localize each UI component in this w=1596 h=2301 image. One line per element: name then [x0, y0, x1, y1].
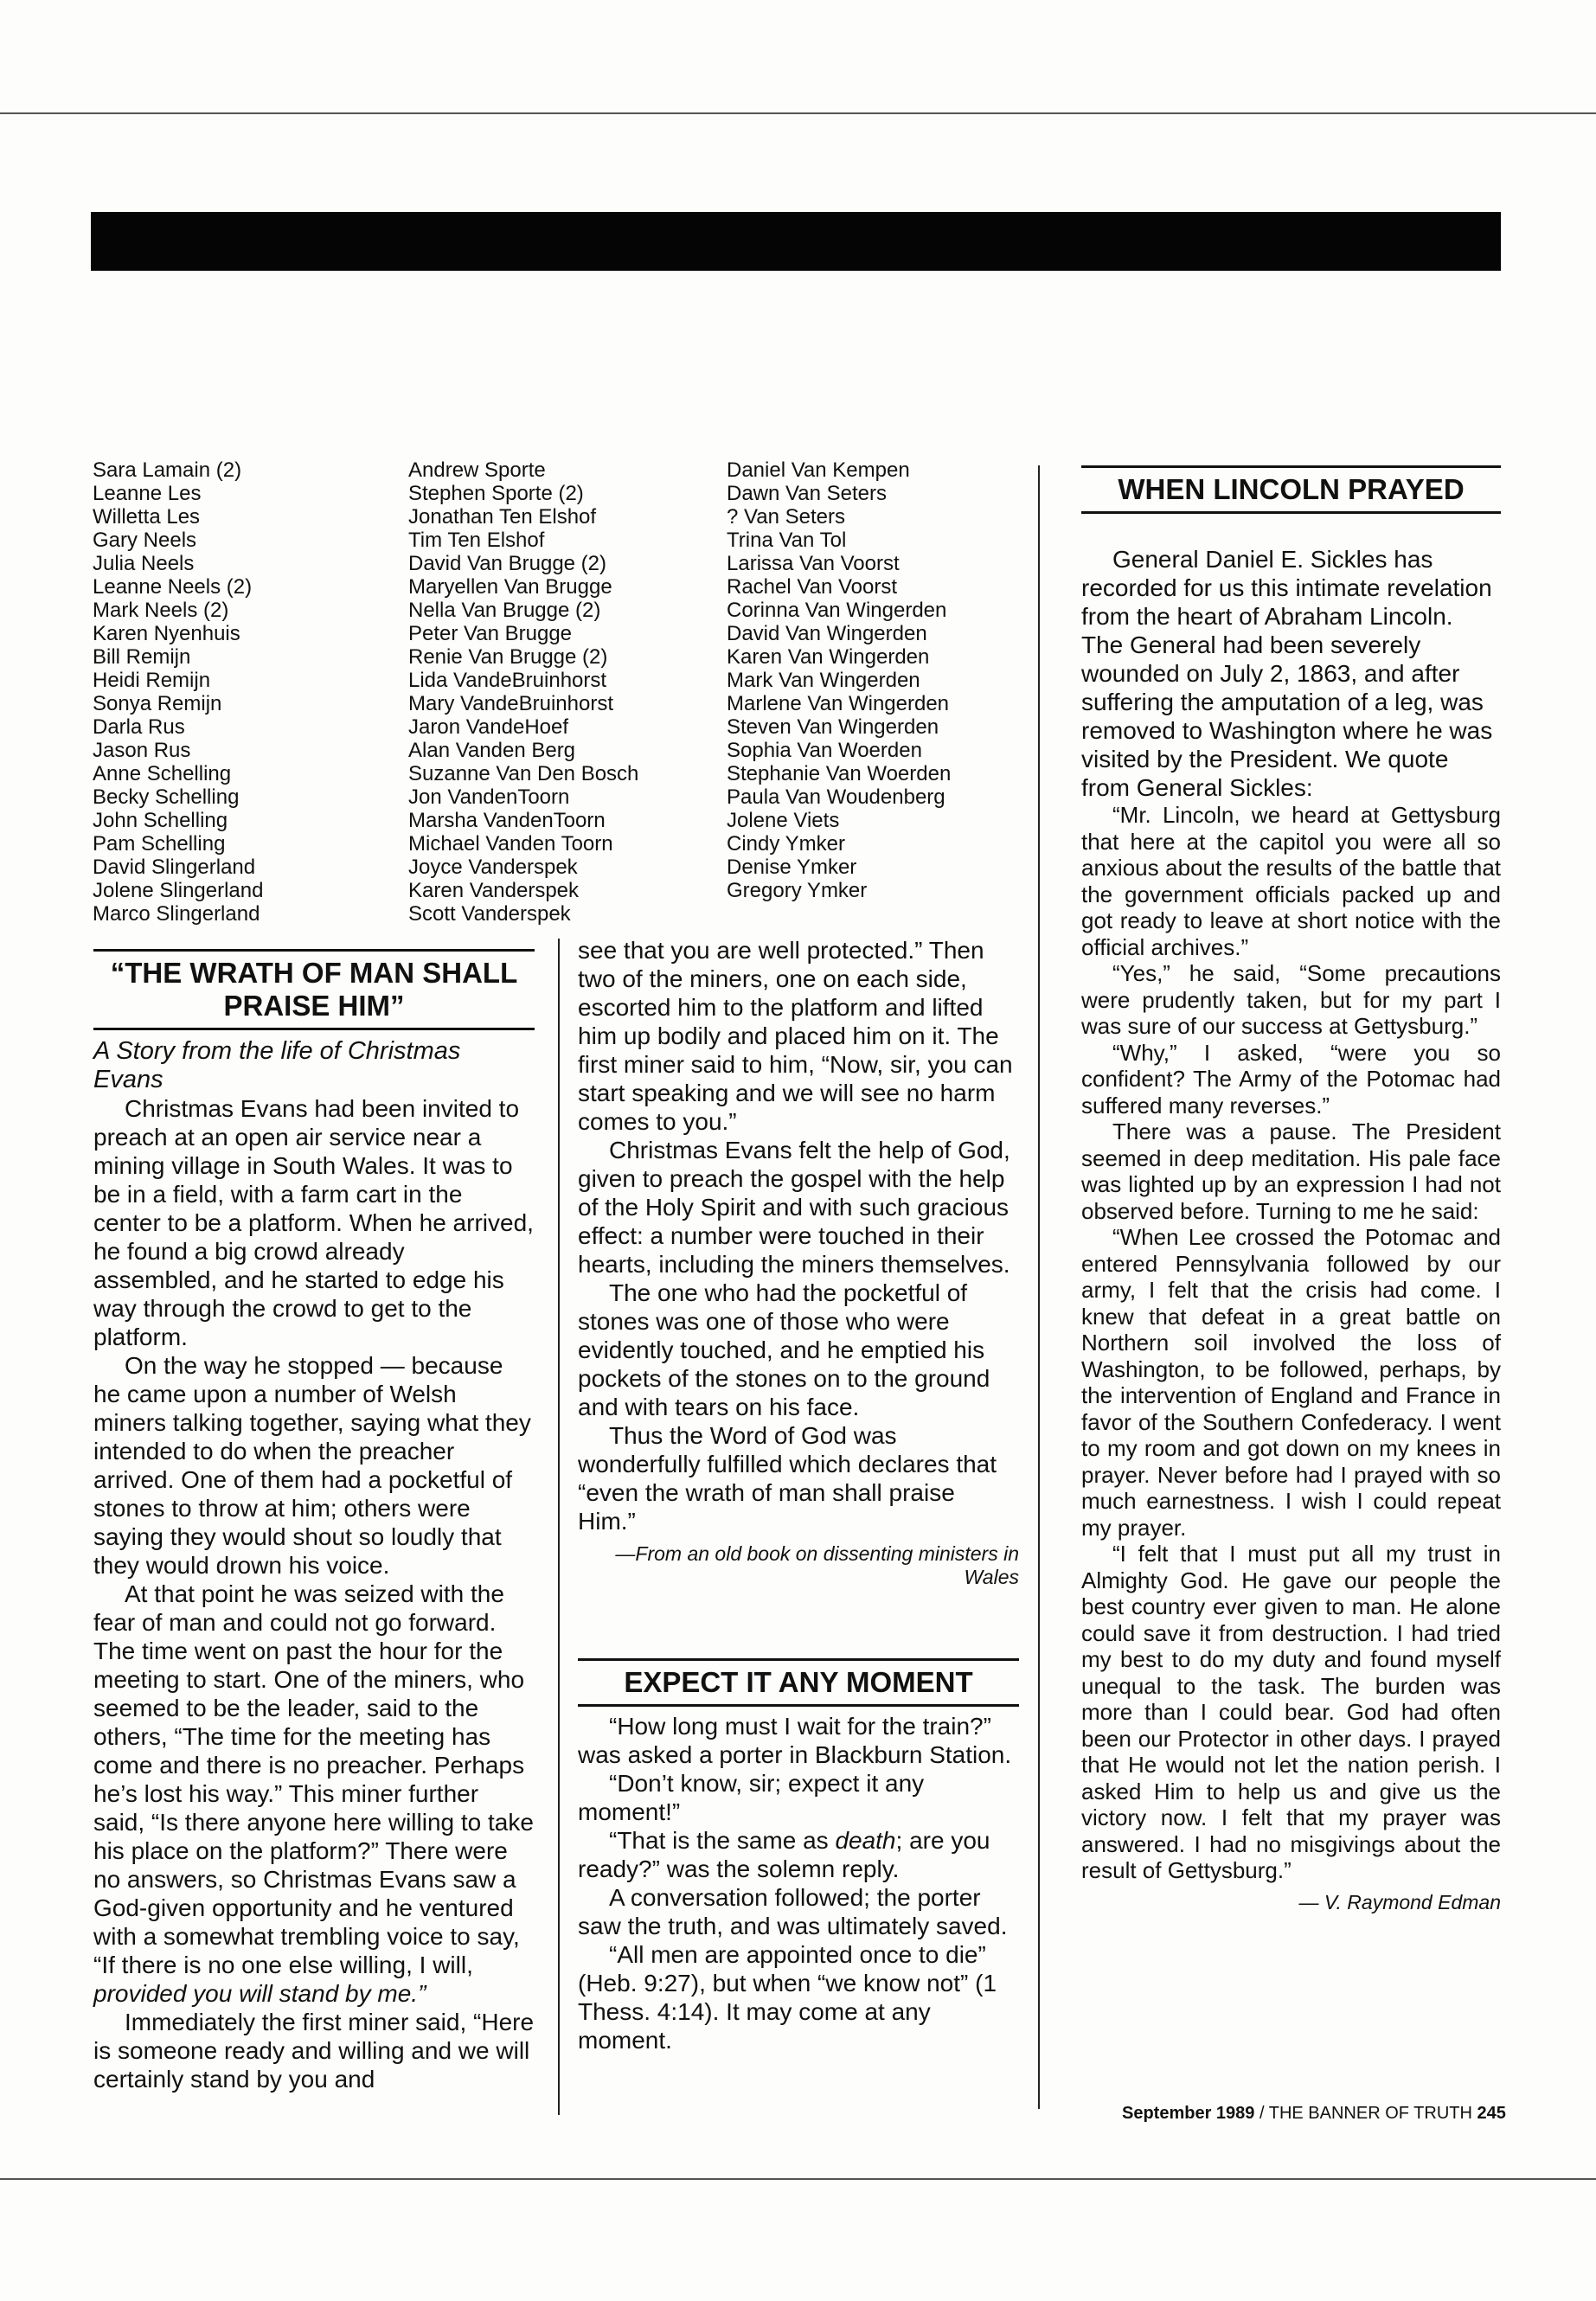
column-divider-2 — [1038, 465, 1040, 2109]
name-entry: Darla Rus — [93, 715, 185, 739]
name-entry: Maryellen Van Brugge — [408, 575, 612, 599]
expect-paragraph-4: A conversation followed; the porter saw the truth, and was ultimately saved. — [578, 1884, 1008, 1939]
name-entry: Stephen Sporte (2) — [408, 482, 584, 505]
name-entry: Dawn Van Seters — [727, 482, 887, 505]
header-black-bar — [91, 212, 1501, 271]
page-number: 245 — [1477, 2104, 1506, 2123]
name-entry: Becky Schelling — [93, 785, 240, 809]
name-entry: Andrew Sporte — [408, 458, 546, 482]
name-entry: Paula Van Woudenberg — [727, 785, 945, 809]
name-entry: Leanne Neels (2) — [93, 575, 253, 599]
name-entry: Stephanie Van Woerden — [727, 762, 952, 785]
lincoln-paragraph-1: General Daniel E. Sickles has recorded for us this intimate revelation from the heart of Abraham Lincoln. The General had been severely wounded on July 2, 1863, and after suffering the amputation of a leg, was removed to Washington where he was visited by the President. We quote from General Sickles: — [1081, 546, 1493, 801]
name-entry: Alan Vanden Berg — [408, 739, 576, 762]
wrath-paragraph-2: On the way he stopped — because he came upon a number of Welsh miners talking together, saying what they intended to do when the preacher arrived. One of them had a pocketful of stones to throw at him; others were saying they would shout so loudly that they would drown his voice. — [93, 1352, 531, 1579]
expect-paragraph-3: “That is the same as death; are you ready?” was the solemn reply. — [578, 1827, 990, 1882]
name-entry: Marco Slingerland — [93, 902, 260, 926]
name-entry: Sonya Remijn — [93, 692, 222, 715]
lincoln-heading: WHEN LINCOLN PRAYED — [1081, 465, 1501, 514]
name-entry: Suzanne Van Den Bosch — [408, 762, 639, 785]
name-entry: Jolene Slingerland — [93, 879, 264, 902]
expect-paragraph-2: “Don’t know, sir; expect it any moment!” — [578, 1770, 925, 1825]
name-entry: Denise Ymker — [727, 856, 857, 879]
wrath-paragraph-6: Christmas Evans felt the help of God, given to preach the gospel with the help of the Holy Spirit and with such gracious effect: a number were touched in their hearts, including the miners themselves. — [578, 1137, 1010, 1278]
name-entry: Rachel Van Voorst — [727, 575, 898, 599]
page-footer: September 1989 / THE BANNER OF TRUTH 245 — [1122, 2104, 1506, 2123]
name-entry: Lida VandeBruinhorst — [408, 669, 607, 692]
name-entry: Sara Lamain (2) — [93, 458, 242, 482]
name-entry: Jaron VandeHoef — [408, 715, 569, 739]
name-entry: David Van Brugge (2) — [408, 552, 607, 575]
wrath-article-part-2 — [578, 936, 1019, 2054]
name-entry: Julia Neels — [93, 552, 195, 575]
name-entry: Sophia Van Woerden — [727, 739, 922, 762]
column-divider-1 — [558, 939, 560, 2115]
name-entry: Pam Schelling — [93, 832, 226, 856]
lincoln-paragraph-2: “Mr. Lincoln, we heard at Gettysburg that here at the capitol you were all so anxious about the results of the battle that the government officials packed up and got ready to leave at short notice with the official archives.” — [1081, 802, 1501, 960]
name-entry: Gregory Ymker — [727, 879, 868, 902]
footer-date: September 1989 — [1122, 2104, 1255, 2123]
name-entry: Daniel Van Kempen — [727, 458, 910, 482]
name-entry: Joyce Vanderspek — [408, 856, 578, 879]
name-entry: David Slingerland — [93, 856, 256, 879]
name-entry: Marsha VandenToorn — [408, 809, 606, 832]
name-entry: Mark Van Wingerden — [727, 669, 920, 692]
lincoln-paragraph-7: “I felt that I must put all my trust in Almighty God. He gave our people the best country ever given to man. He alone could save it from destruction. I had tried my best to do my duty and found myself unequal to the task. The burden was more than I could bear. God had often been our Protector in other days. I prayed that He would not let the nation perish. I asked Him to help us and give us the victory now. I felt that my prayer was answered. I had no misgivings about the result of Gettysburg.” — [1081, 1541, 1501, 1883]
name-entry: Tim Ten Elshof — [408, 529, 545, 552]
lincoln-paragraph-3: “Yes,” he said, “Some precautions were prudently taken, but for my part I was sure of our success at Gettysburg.” — [1081, 960, 1501, 1039]
name-list-column-3 — [727, 458, 951, 902]
name-list-column-2 — [408, 458, 638, 926]
footer-publication: THE BANNER OF TRUTH — [1268, 2104, 1472, 2123]
name-entry: Karen Vanderspek — [408, 879, 580, 902]
expect-italic-word: death — [835, 1827, 896, 1854]
wrath-paragraph-1: Christmas Evans had been invited to preach at an open air service near a mining village in South Wales. It was to be in a field, with a farm cart in the center to be a platform. When he arrived, he found a big crowd already assembled, and he started to edge his way through the crowd to get to the platform. — [93, 1095, 534, 1350]
name-entry: Renie Van Brugge (2) — [408, 645, 608, 669]
name-entry: Corinna Van Wingerden — [727, 599, 947, 622]
wrath-paragraph-4: Immediately the first miner said, “Here is someone ready and willing and we will certainly stand by you and — [93, 2009, 535, 2093]
name-entry: Larissa Van Voorst — [727, 552, 900, 575]
name-entry: Mary VandeBruinhorst — [408, 692, 613, 715]
lincoln-paragraph-5: There was a pause. The President seemed in deep meditation. His pale face was lighted up by an expression I had not observed before. Turning to me he said: — [1081, 1118, 1501, 1224]
wrath-paragraph-5: see that you are well protected.” Then two of the miners, one on each side, escorted him to the platform and lifted him up bodily and placed him on it. The first miner said to him, “Now, sir, you can start speaking and we will see no harm comes to you.” — [578, 937, 1013, 1135]
wrath-source-credit: —From an old book on dissenting ministers in Wales — [615, 1542, 1019, 1588]
name-entry: Leanne Les — [93, 482, 202, 505]
wrath-italic-phrase: provided you will stand by me.” — [93, 1980, 426, 2007]
name-entry: Michael Vanden Toorn — [408, 832, 613, 856]
name-entry: Jason Rus — [93, 739, 191, 762]
wrath-subtitle: A Story from the life of Christmas Evans — [93, 1037, 461, 1093]
wrath-article-part-1 — [93, 949, 535, 2093]
name-entry: Marlene Van Wingerden — [727, 692, 950, 715]
name-entry: Nella Van Brugge (2) — [408, 599, 601, 622]
wrath-heading: “THE WRATH OF MAN SHALL PRAISE HIM” — [93, 949, 535, 1030]
name-list-column-1 — [93, 458, 263, 926]
page-top-edge — [0, 112, 1596, 114]
name-entry: David Van Wingerden — [727, 622, 927, 645]
name-entry: Trina Van Tol — [727, 529, 847, 552]
lincoln-source-credit: — V. Raymond Edman — [1298, 1890, 1501, 1913]
name-entry: Scott Vanderspek — [408, 902, 571, 926]
name-entry: Heidi Remijn — [93, 669, 211, 692]
wrath-paragraph-3: At that point he was seized with the fear of man and could not go forward. The time went on past the hour for the meeting to start. One of the miners, who seemed to be the leader, said to the others, “The time for the meeting has come and there is no preacher. Perhaps he’s lost his way.” This miner further said, “Is there anyone here willing to take his place on the platform?” There were no answers, so Christmas Evans saw a God-given opportunity and he ventured with a somewhat trembling voice to say, “If there is no one else willing, I will, provided you will stand by me.” — [93, 1580, 534, 2007]
expect-heading: EXPECT IT ANY MOMENT — [578, 1658, 1019, 1707]
name-entry: Willetta Les — [93, 505, 201, 529]
name-entry: Jonathan Ten Elshof — [408, 505, 597, 529]
name-entry: Peter Van Brugge — [408, 622, 573, 645]
name-entry: Bill Remijn — [93, 645, 191, 669]
name-entry: ? Van Seters — [727, 505, 845, 529]
name-entry: Jolene Viets — [727, 809, 840, 832]
name-entry: Cindy Ymker — [727, 832, 845, 856]
name-entry: Karen Van Wingerden — [727, 645, 930, 669]
lincoln-paragraph-4: “Why,” I asked, “were you so confident? The Army of the Potomac had suffered many reverses.” — [1081, 1039, 1501, 1118]
lincoln-paragraph-6: “When Lee crossed the Potomac and entered Pennsylvania followed by our army, I felt that the crisis had come. I knew that defeat in a great battle on Northern soil involved the loss of Washington, to be followed, perhaps, by the intervention of England and France in favor of the Southern Confederacy. I went to my room and got down on my knees in prayer. Never before had I prayed with so much earnestness. I wish I could repeat my prayer. — [1081, 1224, 1501, 1541]
name-entry: Anne Schelling — [93, 762, 232, 785]
page-bottom-edge — [0, 2178, 1596, 2180]
name-entry: Mark Neels (2) — [93, 599, 229, 622]
lincoln-article — [1081, 465, 1501, 1914]
name-entry: Karen Nyenhuis — [93, 622, 240, 645]
expect-paragraph-1: “How long must I wait for the train?” was asked a porter in Blackburn Station. — [578, 1713, 1012, 1768]
wrath-paragraph-8: Thus the Word of God was wonderfully fulfilled which declares that “even the wrath of man shall praise Him.” — [578, 1422, 997, 1535]
wrath-paragraph-7: The one who had the pocketful of stones was one of those who were evidently touched, and he emptied his pockets of the stones on to the ground and with tears on his face. — [578, 1279, 990, 1420]
name-entry: Gary Neels — [93, 529, 197, 552]
expect-paragraph-5: “All men are appointed once to die” (Heb. 9:27), but when “we know not” (1 Thess. 4:14). It may come at any moment. — [578, 1941, 997, 2054]
name-entry: Steven Van Wingerden — [727, 715, 939, 739]
name-entry: John Schelling — [93, 809, 228, 832]
name-entry: Jon VandenToorn — [408, 785, 570, 809]
